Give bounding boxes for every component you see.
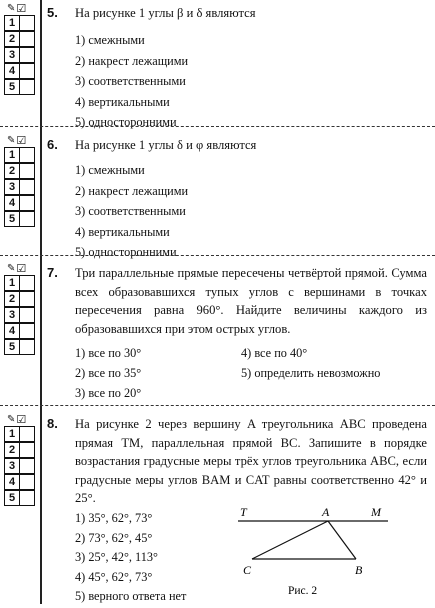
checkbox-icon[interactable]: ☑ (16, 262, 27, 275)
figure-2 (232, 503, 427, 603)
question-text: На рисунке 1 углы β и δ являются (75, 6, 256, 20)
separator (0, 255, 435, 256)
answer-cell[interactable] (20, 147, 35, 163)
answer-cell[interactable] (20, 31, 35, 47)
answer-cell[interactable] (20, 15, 35, 31)
answer-boxes (4, 15, 35, 95)
answer-row[interactable]: 1 (4, 15, 35, 31)
answer-cell[interactable] (20, 474, 35, 490)
answer-cell[interactable] (20, 426, 35, 442)
option-item[interactable]: 5) определить невозможно (241, 366, 381, 380)
option-item[interactable]: 4) 45°, 62°, 73° (75, 569, 153, 584)
question-text: На рисунке 1 углы δ и φ являются (75, 138, 257, 152)
label-m: M (371, 505, 381, 519)
option-item[interactable]: 3) все по 20° (75, 386, 142, 400)
answer-cell[interactable] (20, 442, 35, 458)
option-item[interactable]: 2) 73°, 62°, 45° (75, 530, 153, 545)
answer-boxes (4, 147, 35, 227)
option-item[interactable]: 1) все по 30° (75, 346, 142, 360)
answer-cell[interactable] (20, 195, 35, 211)
option-item[interactable]: 2) все по 35° (75, 366, 142, 380)
answer-cell[interactable] (20, 211, 35, 227)
answer-boxes (4, 275, 35, 355)
option-item[interactable]: 4) все по 40° (241, 346, 308, 360)
answer-cell[interactable] (20, 47, 35, 63)
answer-cell[interactable] (20, 275, 35, 291)
answer-row[interactable]: 2 (4, 163, 35, 179)
side-ab (328, 521, 356, 559)
option-item[interactable]: 1) смежными (75, 33, 145, 47)
option-item[interactable]: 4) вертикальными (75, 224, 170, 239)
answer-row[interactable]: 3 (4, 458, 35, 474)
question-number: 7. (47, 265, 58, 280)
answer-cell[interactable] (20, 63, 35, 79)
label-c: C (243, 563, 252, 577)
question-text: Три параллельные прямые пересечены четвёртой прямой. Сумма всех образовавшихся тупых углов с вершинами в точках пересечения равна 960°. Найдите величины каждого из образовавшихся при этом острых углов. (75, 266, 427, 336)
option-item[interactable]: 3) соответственными (75, 204, 186, 218)
answer-row[interactable]: 2 (4, 291, 35, 307)
label-a: A (322, 505, 330, 519)
option-item[interactable]: 3) соответственными (75, 74, 186, 88)
options-list (75, 30, 425, 133)
answer-row[interactable]: 1 (4, 147, 35, 163)
pencil-icon: ✎ (7, 135, 16, 146)
answer-boxes (4, 426, 35, 506)
separator (0, 126, 435, 127)
options-list (75, 160, 425, 263)
answer-cell[interactable] (20, 458, 35, 474)
answer-row[interactable]: 5 (4, 339, 35, 355)
answer-cell[interactable] (20, 490, 35, 506)
option-item[interactable]: 5) односторонними (75, 115, 177, 129)
question-number: 8. (47, 416, 58, 431)
answer-row[interactable]: 3 (4, 307, 35, 323)
pencil-icon: ✎ (7, 263, 16, 274)
option-item[interactable]: 2) накрест лежащими (75, 183, 189, 198)
options-list (75, 509, 235, 607)
answer-row[interactable]: 5 (4, 211, 35, 227)
margin-line (40, 0, 42, 604)
answer-row[interactable]: 5 (4, 490, 35, 506)
label-t: T (240, 505, 247, 519)
checkbox-icon[interactable]: ☑ (16, 413, 27, 426)
side-ac (252, 521, 328, 559)
option-item[interactable]: 1) 35°, 62°, 73° (75, 511, 153, 525)
checkbox-icon[interactable]: ☑ (16, 134, 27, 147)
answer-row[interactable]: 4 (4, 195, 35, 211)
answer-row[interactable]: 1 (4, 426, 35, 442)
option-item[interactable]: 5) односторонними (75, 245, 177, 259)
question-number: 6. (47, 137, 58, 152)
label-b: B (355, 563, 363, 577)
answer-row[interactable]: 5 (4, 79, 35, 95)
answer-row[interactable]: 4 (4, 63, 35, 79)
answer-cell[interactable] (20, 323, 35, 339)
answer-row[interactable]: 2 (4, 442, 35, 458)
option-item[interactable]: 5) верного ответа нет (75, 589, 187, 603)
answer-row[interactable]: 4 (4, 323, 35, 339)
option-item[interactable]: 2) накрест лежащими (75, 53, 189, 68)
answer-cell[interactable] (20, 339, 35, 355)
answer-cell[interactable] (20, 163, 35, 179)
separator (0, 405, 435, 406)
option-item[interactable]: 3) 25°, 42°, 113° (75, 550, 158, 564)
answer-cell[interactable] (20, 79, 35, 95)
option-item[interactable]: 4) вертикальными (75, 94, 170, 109)
question-text: На рисунке 2 через вершину A треугольника ABC проведена прямая TM, параллельная прямой BC. Запишите в порядке возрастания градусные меры трёх углов треугольника ABC, если градусные меры углов BAM и CAT равны соответственно 42° и 25°. (75, 417, 427, 505)
option-item[interactable]: 1) смежными (75, 163, 145, 177)
answer-row[interactable]: 1 (4, 275, 35, 291)
answer-row[interactable]: 3 (4, 179, 35, 195)
question-number: 5. (47, 5, 58, 20)
answer-cell[interactable] (20, 291, 35, 307)
answer-cell[interactable] (20, 307, 35, 323)
triangle-figure (232, 503, 427, 603)
answer-row[interactable]: 2 (4, 31, 35, 47)
answer-cell[interactable] (20, 179, 35, 195)
checkbox-icon[interactable]: ☑ (16, 2, 27, 15)
figure-caption: Рис. 2 (288, 585, 318, 597)
pencil-icon: ✎ (7, 414, 16, 425)
answer-row[interactable]: 3 (4, 47, 35, 63)
pencil-icon: ✎ (7, 3, 16, 14)
answer-row[interactable]: 4 (4, 474, 35, 490)
